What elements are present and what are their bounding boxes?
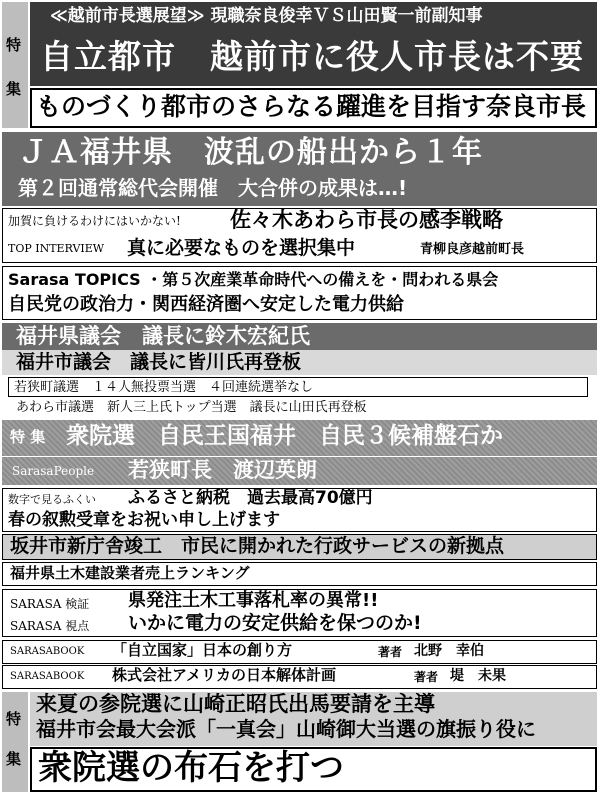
- wakasa-election-headline: 若狭町議選 １４人無投票当選 ４回連続選挙なし: [14, 380, 314, 395]
- ja-fukui-headline: ＪＡ福井県 波乱の船出から１年: [18, 135, 483, 170]
- construction-ranking-headline: 福井県土木建設業者売上ランキング: [10, 564, 250, 582]
- sarasa-book-1-author-label: 著者: [378, 645, 403, 659]
- house-election-feature-headline: 衆院選の布石を打つ: [38, 748, 344, 788]
- feature-tag-column-2: [2, 692, 28, 792]
- sarasa-viewpoint-title: いかに電力の安定供給を保つのか!: [128, 612, 422, 634]
- awara-election-headline: あわら市議選 新人三上氏トップ当選 議長に山田氏再登板: [16, 400, 367, 415]
- sarasa-book-1-label: SARASABOOK: [10, 646, 85, 657]
- sarasa-book-2-author-label: 著者: [414, 670, 439, 684]
- sarasa-people-label: SarasaPeople: [12, 464, 95, 478]
- feature-tag-char-3: 特: [6, 710, 22, 728]
- sarasa-book-2-label: SARASABOOK: [10, 671, 85, 682]
- sarasa-book-1-title: 「自立国家」日本の創り方: [112, 641, 293, 659]
- spring-decoration-headline: 春の叙勲受章をお祝い申し上げます: [8, 510, 280, 530]
- sarasa-verification-title: 県発注土木工事落札率の異常!!: [128, 590, 379, 611]
- house-election-tag: 特 集: [10, 428, 46, 446]
- sarasa-topics-line-1: Sarasa TOPICS ・第５次産業革命時代への備えを・問われる県会: [8, 270, 499, 289]
- feature-tag-char-4: 集: [6, 750, 22, 768]
- awara-prefix: 加賀に負けるわけにはいかない!: [8, 214, 181, 228]
- furusato-tax-title: ふるさと納税 過去最高70億円: [128, 488, 373, 508]
- feature-tag-char-2: 集: [6, 80, 22, 98]
- sarasa-people-headline: 若狭町長 渡辺英朗: [128, 458, 317, 482]
- sakai-city-hall-headline: 坂井市新庁舎竣工 市民に開かれた行政サービスの新拠点: [10, 535, 505, 557]
- sarasa-book-1-author: 北野 幸伯: [414, 643, 484, 659]
- ja-fukui-subheadline: 第２回通常総代会開催 大合併の成果は…!: [18, 176, 408, 200]
- awara-strategy-title: 佐々木あわら市長の感李戦略: [230, 208, 503, 232]
- feature-tag-column-1: [2, 2, 28, 128]
- top-interview-person: 青柳良彦越前町長: [420, 242, 525, 257]
- nara-mayor-tagline: ものづくり都市のさらなる躍進を目指す奈良市長: [36, 92, 587, 121]
- sarasa-book-2-title: 株式会社アメリカの日本解体計画: [112, 666, 336, 684]
- sarasa-book-2-author: 堤 未果: [450, 668, 506, 684]
- sarasa-viewpoint-label: SARASA 視点: [10, 619, 90, 633]
- house-election-headline: 衆院選 自民王国福井 自民３候補盤石か: [66, 423, 503, 449]
- upper-house-feature-line-2: 福井市会最大会派「一真会」山崎御大当選の旗振り役に: [36, 717, 536, 741]
- upper-house-feature-line-1: 来夏の参院選に山崎正昭氏出馬要請を主導: [36, 692, 435, 716]
- top-interview-title: 真に必要なものを選択集中: [127, 237, 356, 259]
- fukui-city-council-headline: 福井市議会 議長に皆川氏再登板: [16, 351, 302, 373]
- feature-tag-char-1: 特: [6, 36, 22, 54]
- numbers-fukui-label: 数字で見るふくい: [8, 493, 96, 506]
- election-subheadline: ≪越前市長選展望≫ 現職奈良俊幸ＶＳ山田賢一前副知事: [50, 6, 483, 26]
- sarasa-book-1-box: [2, 640, 597, 664]
- sarasa-topics-line-2: 自民党の政治力・関西経済圏へ安定した電力供給: [8, 294, 404, 315]
- election-headline: 自立都市 越前市に役人市長は不要: [40, 37, 584, 76]
- top-interview-label: TOP INTERVIEW: [8, 242, 105, 255]
- sarasa-verification-label: SARASA 検証: [10, 597, 90, 611]
- prefectural-assembly-headline: 福井県議会 議長に鈴木宏紀氏: [16, 324, 310, 348]
